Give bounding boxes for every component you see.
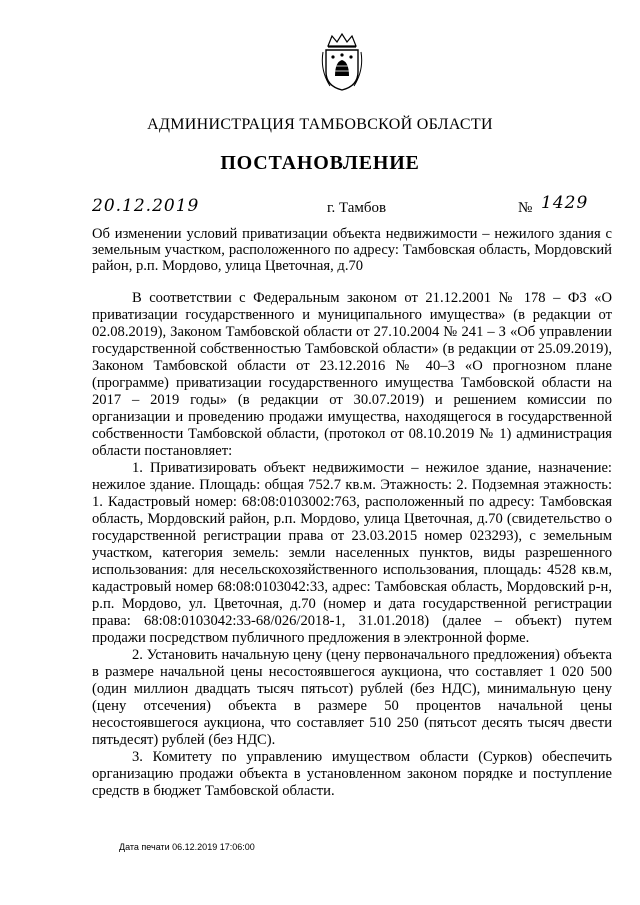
clause-3-paragraph: 3. Комитету по управлению имуществом области (Сурков) обеспечить организацию продажи объекта в установленном законом порядке и поступление средств в бюджет Тамбовской области.	[92, 749, 612, 799]
handwritten-document-number: 1429	[541, 193, 589, 213]
document-subject: Об изменении условий приватизации объекта недвижимости – нежилого здания с земельным участком, расположенного по адресу: Тамбовская область, Мордовский район, р.п. Мордово, улица Цветочная, д.70	[92, 226, 612, 274]
city-name: г. Тамбов	[327, 200, 387, 216]
organization-name: АДМИНИСТРАЦИЯ ТАМБОВСКОЙ ОБЛАСТИ	[147, 116, 493, 133]
clause-1-paragraph: 1. Приватизировать объект недвижимости – нежилое здание, назначение: нежилое здание. Площадь: общая 752.7 кв.м. Этажность: 2. Подземная этажность: 1. Кадастровый номер: 68:08:0103002:763, расположенный по адресу: Тамбовская область, Мордовский район, р.п. Мордово, улица Цветочная, д.70 (свидетельство о государственной регистрации права от 23.03.2015 номер 023293), с земельным участком, категория земель: земли населенных пунктов, виды разрешенного использования: для несельскохозяйственного использования, площадь: 4528 кв.м, кадастровый номер 68:08:0103042:33, адрес: Тамбовская область, Мордовский р-н, р.п. Мордово, ул. Цветочная, д.70 (номер и дата государственной регистрации права: 68:08:0103042:33-68/026/2018-1, 31.01.2018) (далее – объект) путем продажи посредством публичного предложения в электронной форме.	[92, 460, 612, 646]
number-sign: №	[518, 200, 533, 216]
preamble-paragraph: В соответствии с Федеральным законом от 21.12.2001 № 178 – ФЗ «О приватизации государственного и муниципального имущества» (в редакции от 02.08.2019), Законом Тамбовской области от 27.10.2004 № 241 – З «Об управлении государственной собственностью Тамбовской области» (в редакции от 25.09.2019), Законом Тамбовской области от 23.12.2016 № 40–З «О прогнозном плане (программе) приватизации государственного имущества Тамбовской области на 2017 – 2019 годы» (в редакции от 30.07.2019) и решением комиссии по организации и проведению продажи имущества, находящегося в государственной собственности Тамбовской области, (протокол от 08.10.2019 № 1) администрация области постановляет:	[92, 290, 612, 459]
document-body	[92, 290, 612, 800]
clause-2-paragraph: 2. Установить начальную цену (цену первоначального предложения) объекта в размере начальной цены несостоявшегося аукциона, что составляет 1 020 500 (один миллион двадцать тысяч пятьсот) рублей (без НДС), минимальную цену (цену отсечения) объекта в размере 50 процентов начальной цены несостоявшегося аукциона, что составляет 510 250 (пятьсот десять тысяч двести пятьдесят) рублей (без НДС).	[92, 647, 612, 748]
handwritten-date: 20.12.2019	[92, 196, 200, 216]
document-type-title: ПОСТАНОВЛЕНИЕ	[220, 152, 420, 174]
coat-of-arms-icon	[320, 32, 364, 92]
print-date-footer: Дата печати 06.12.2019 17:06:00	[119, 842, 255, 852]
